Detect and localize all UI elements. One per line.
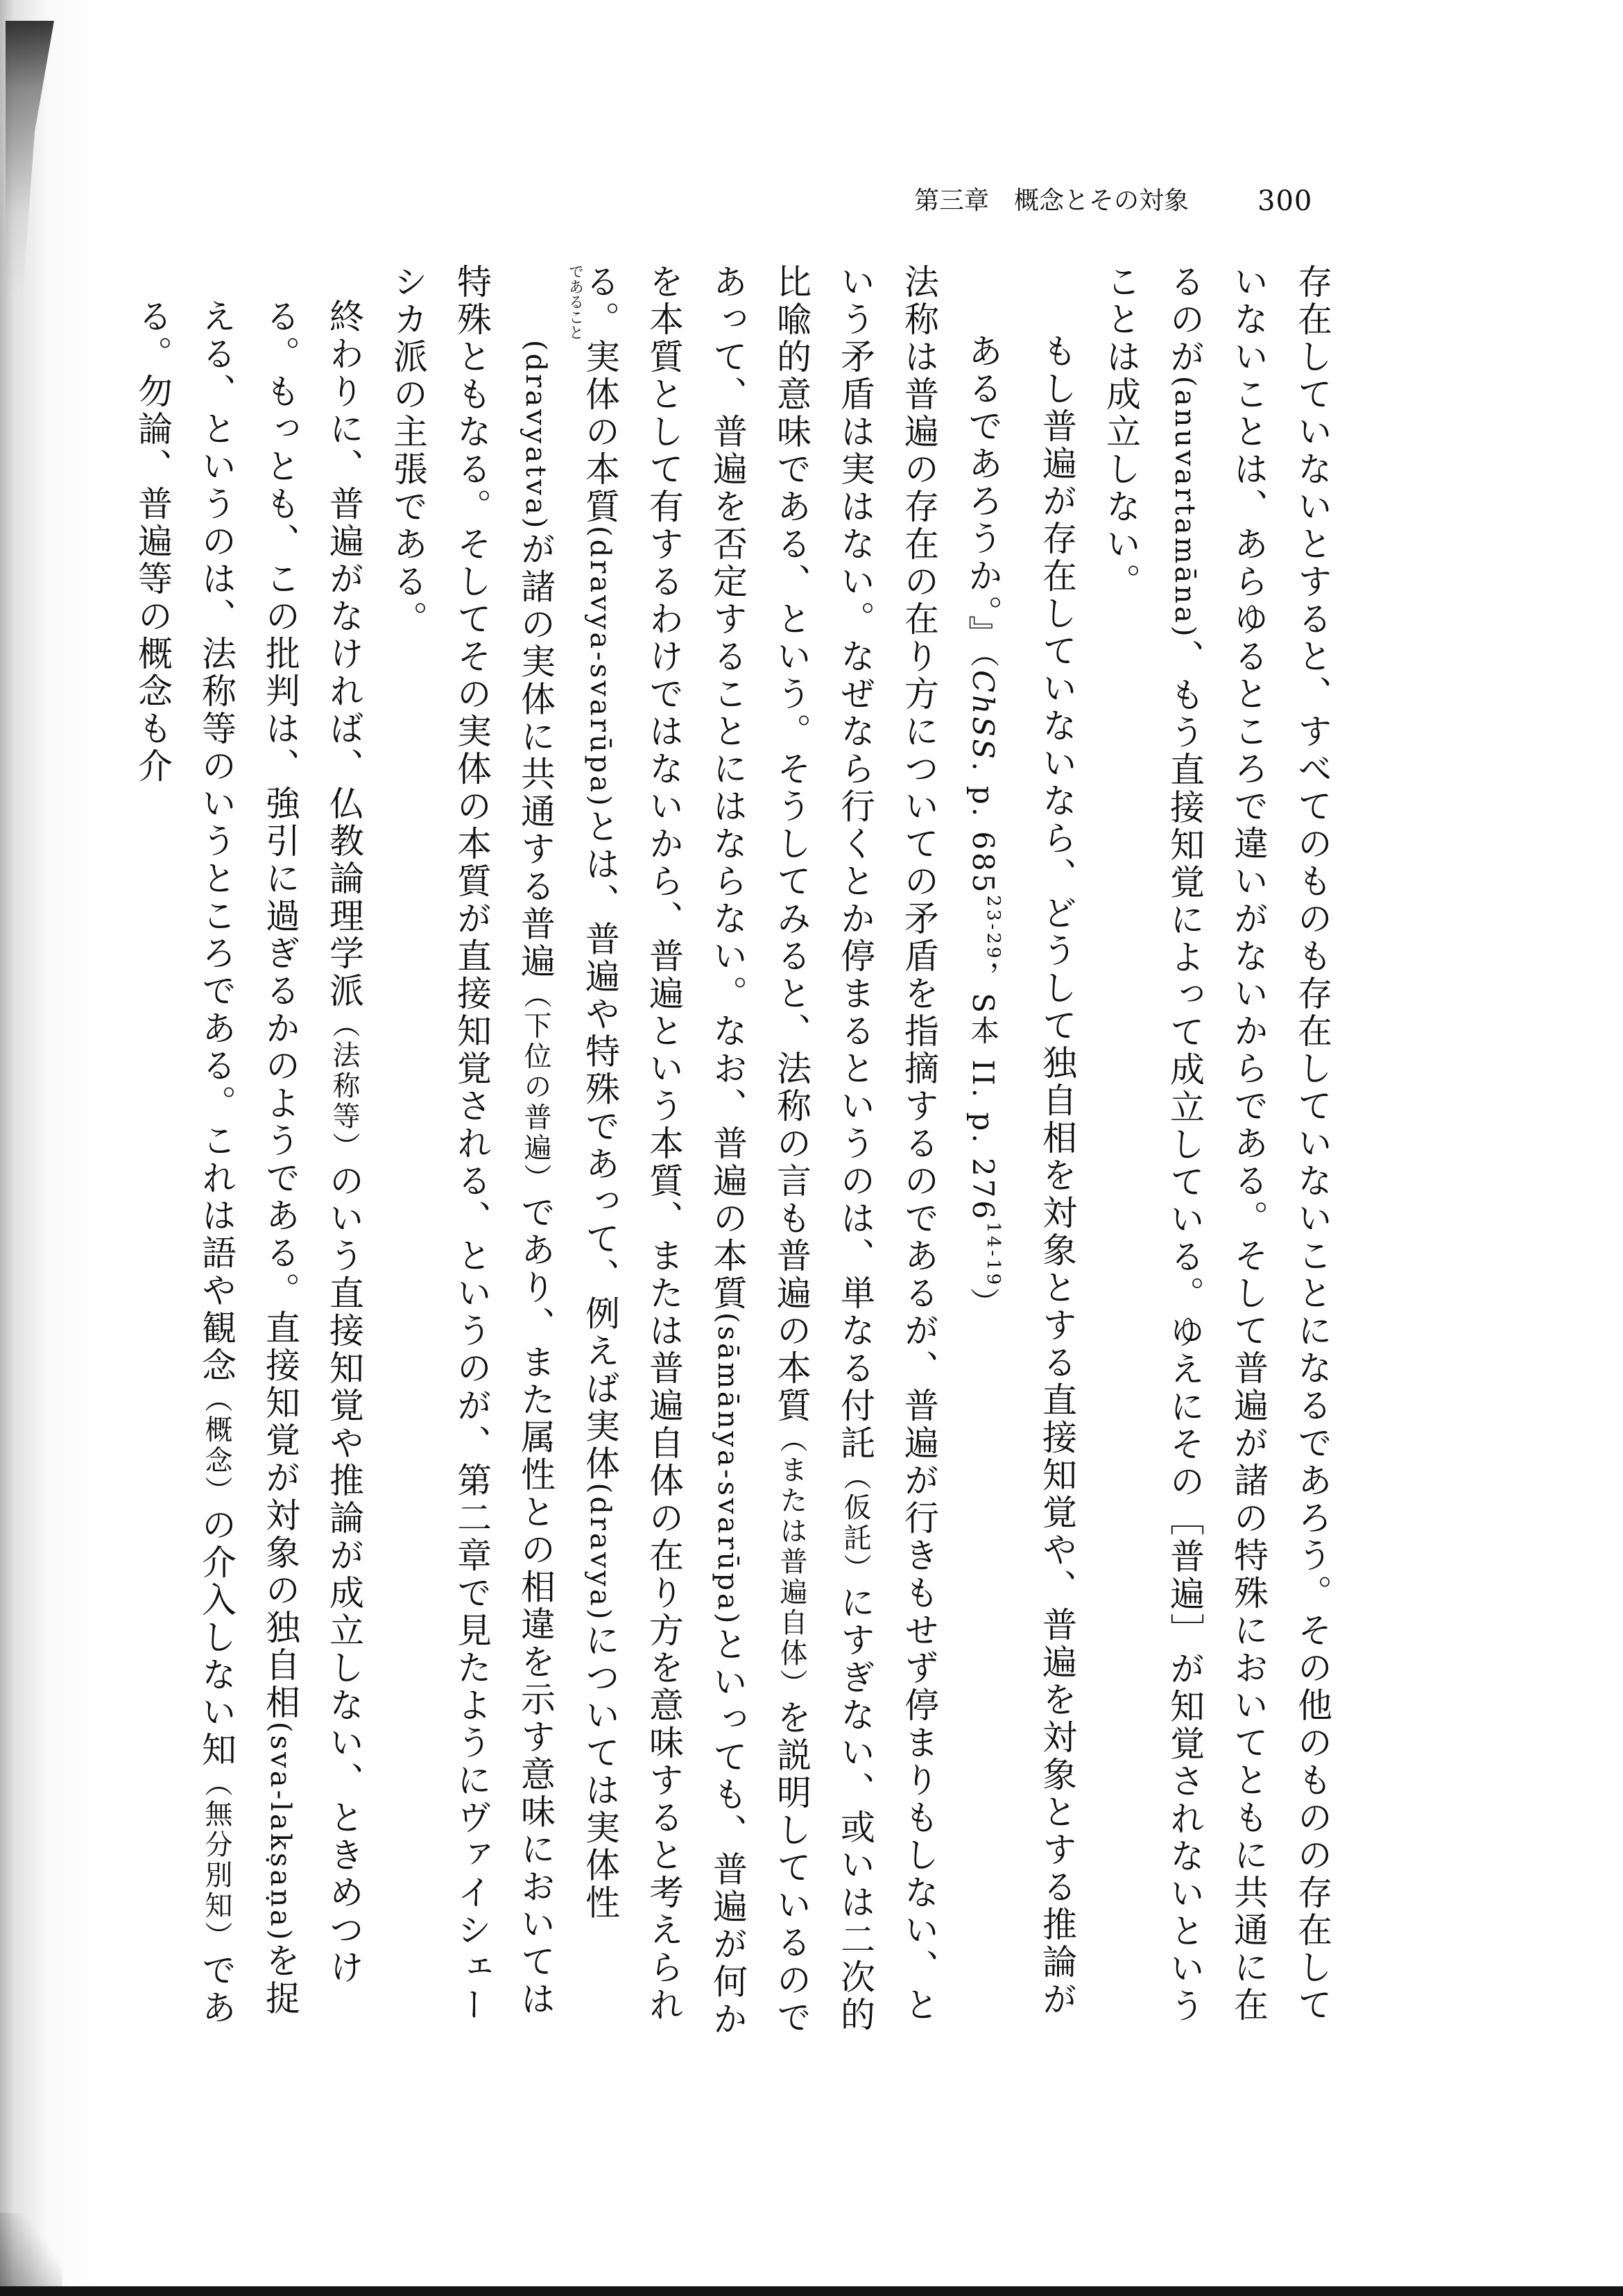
note: （法称等） — [328, 1010, 360, 1163]
ruby-text: であること — [566, 264, 584, 340]
page-number: 300 — [1257, 185, 1313, 217]
text-run: にすぎない、或いは二次的比喩的意味である、という。そうしてみると、法称の言も普遍の本質 — [771, 264, 875, 2034]
text-run: であり、また属性との相違を示す意味においては特殊ともなる。そしてその実体の本質が直接知覚される、というのが、第二章で見たようにヴァイシェーシカ派の主張である。 — [388, 264, 556, 2024]
ruby-gloss — [515, 264, 584, 340]
scan-shadow — [0, 0, 104, 2296]
citation — [966, 653, 1004, 1320]
text-run: 、もう直接知覚によって成立している。ゆえにその［普遍］が知覚されないということは成立しない。 — [1101, 264, 1205, 2025]
text-run: が諸の実体に共通する普遍 — [515, 531, 556, 981]
citation-lines: 14-19 — [983, 1222, 1004, 1288]
text-run: については実体性 — [580, 1622, 620, 1922]
scan-bottom-edge — [0, 2286, 1623, 2296]
citation-close: ） — [966, 1287, 1000, 1320]
text-run: 法称は普遍の存在の在り方についての矛盾を指摘するのであるが、普遍が行きもせず停まりもしない、という矛盾は実はない。なぜなら行くとか停まるというのは、単なる付託 — [835, 264, 939, 2024]
running-header — [914, 182, 1313, 221]
citation-lines: 23-29 — [983, 895, 1004, 961]
citation-open: （ — [966, 653, 1000, 670]
sanskrit-term: (sāmānya-svarūpa) — [712, 1312, 744, 1627]
text-run: である。勿論、普遍等の概念も介 — [132, 298, 237, 2027]
citation-page: . p. 685 — [966, 762, 1000, 896]
sanskrit-term: (dravya) — [584, 1482, 616, 1622]
text-run: を説明しているのであって、普遍を否定することにはならない。なお、普遍の本質 — [707, 264, 812, 2037]
citation-page: ，S本 II. p. 276 — [966, 961, 1000, 1222]
text-run: 終わりに、普遍がなければ、仏教論理学派 — [324, 298, 364, 1010]
note: （概念） — [200, 1385, 232, 1507]
paragraph-2 — [376, 264, 951, 2039]
sanskrit-term: (anuvartamāna) — [1169, 376, 1201, 640]
scan-corner-shadow — [0, 2213, 62, 2296]
chapter-title: 第三章 概念とその対象 — [914, 187, 1190, 215]
sanskrit-term: (dravya-svarūpa) — [584, 526, 616, 809]
text-run: を捉える、というのは、法称等のいうところである。これは語や観念 — [196, 298, 300, 2018]
note: （または普遍自体） — [775, 1425, 807, 1699]
body-text — [121, 264, 1344, 2039]
text-run: もし普遍が存在していないなら、どうして独自相を対象とする直接知覚や、普遍を対象とする推論があるであろうか。』 — [963, 333, 1077, 2019]
note: （無分別知） — [200, 1769, 232, 1952]
note: （仮託） — [839, 1462, 871, 1584]
note: （下位の普遍） — [519, 980, 551, 1194]
sanskrit-term: (dravyatva) — [519, 340, 551, 531]
paragraph-3 — [121, 264, 376, 2039]
quotation — [951, 264, 1089, 2039]
paragraph-1 — [1089, 264, 1344, 2039]
text-run: といっても、普遍が何かを本質として有するわけではないから、普遍という本質、または普遍自体の在り方を意味すると考えられる。実体の本質 — [580, 264, 748, 2039]
citation-work: ChSS — [966, 670, 1000, 762]
text-run: のいう直接知覚や推論が成立しない、ときめつける。もっとも、この批判は、強引に過ぎるかのようである。直接知覚が対象の独自相 — [260, 298, 364, 1987]
sanskrit-term: (sva-lakṣaṇa) — [264, 1722, 296, 1943]
text-run: 存在していないとすると、すべてのものも存在していないことになるであろう。その他のものの存在していないことは、あらゆるところで違いがないからである。そして普遍が諸の特殊においてともに共通に在るのが — [1165, 264, 1332, 2024]
text-run: とは、普遍や特殊であって、例えば実体 — [580, 808, 620, 1483]
text-run: の介入しない知 — [196, 1507, 237, 1769]
